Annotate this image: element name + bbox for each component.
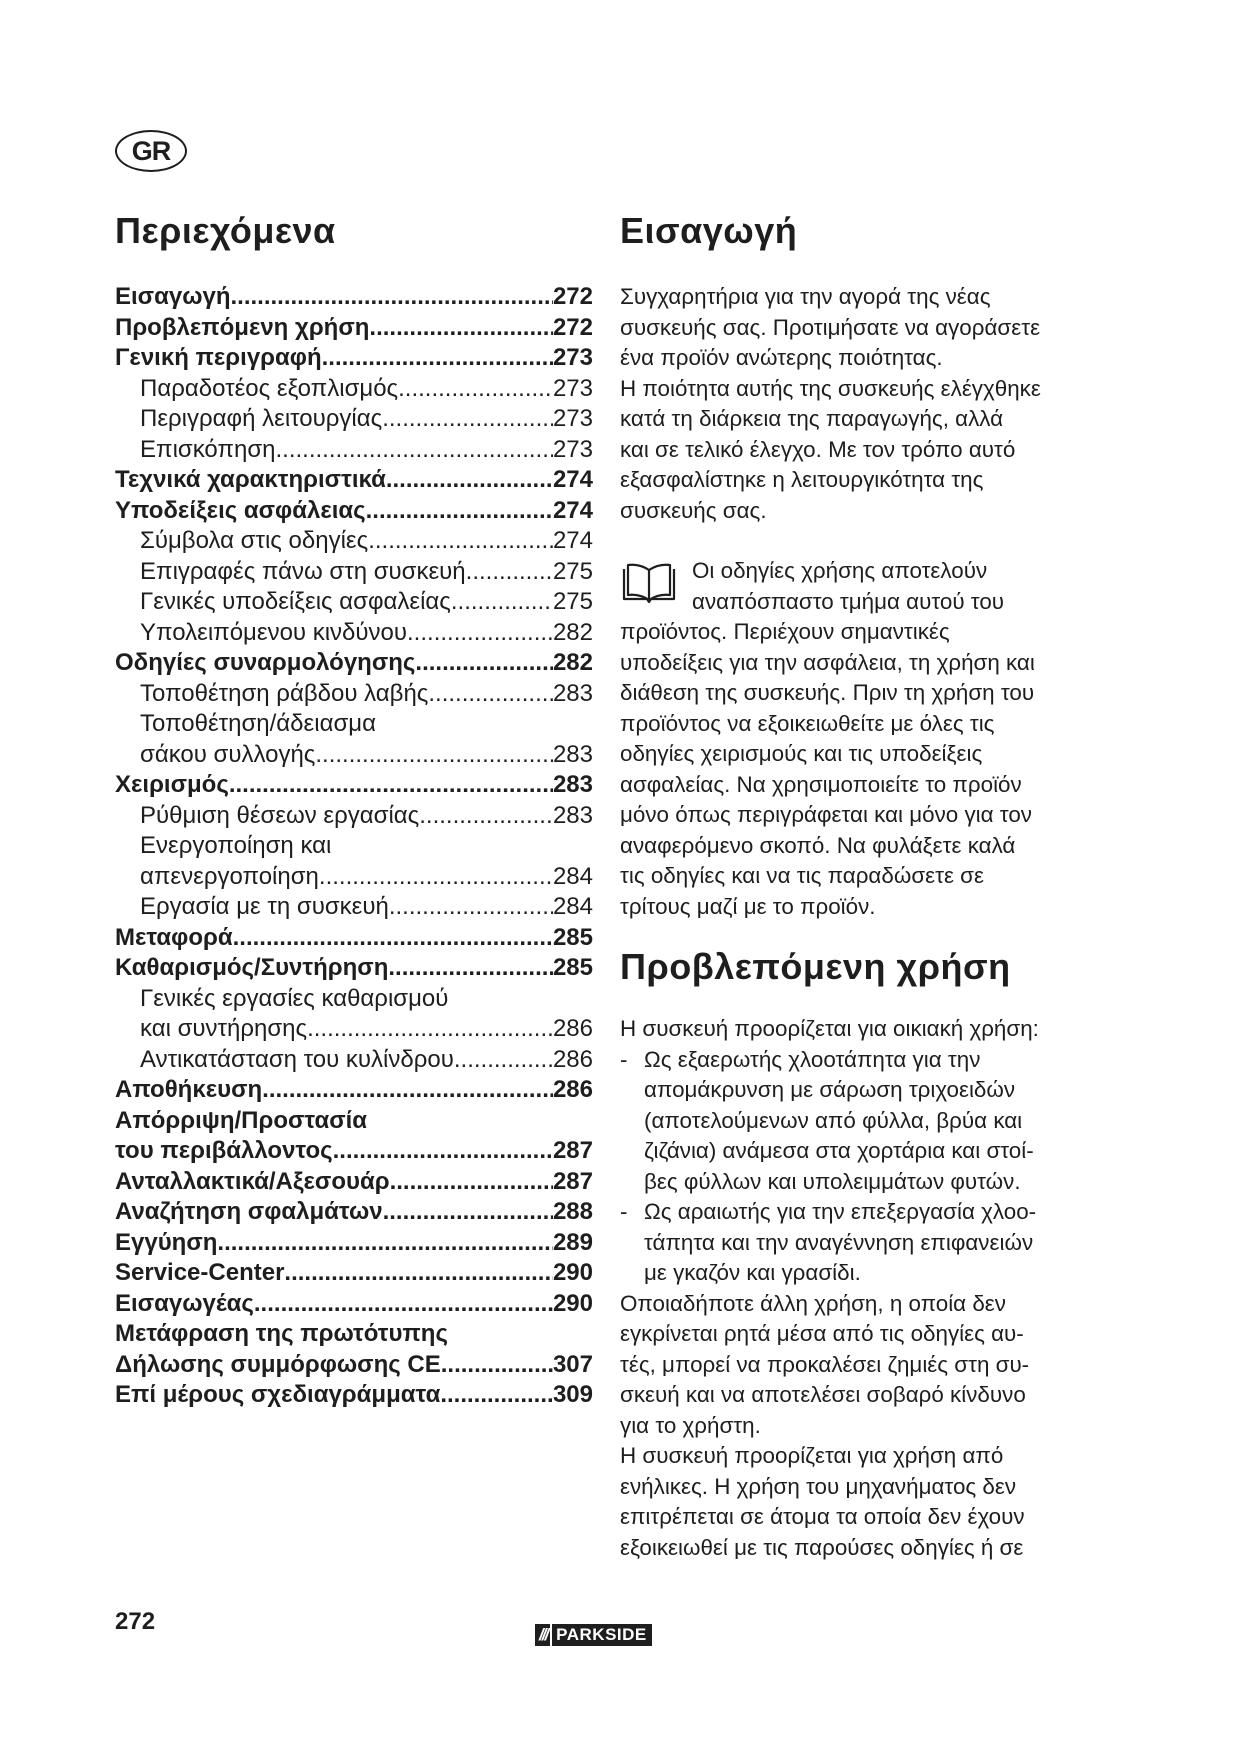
toc-entry-title: Εργασία με τη συσκευή <box>140 893 389 920</box>
intended-use-line: εγκρίνεται ρητά μέσα από τις οδηγίες αυ- <box>620 1321 1024 1346</box>
toc-entry-title: Γενικές εργασίες καθαρισμού <box>140 984 449 1012</box>
toc-entry-title: Μεταφορά <box>115 923 233 951</box>
toc-leader-dots <box>407 618 553 649</box>
toc-entry <box>115 343 593 374</box>
list-item <box>620 1045 1110 1198</box>
toc-entry-page: 283 <box>552 679 593 707</box>
toc-entry <box>115 709 593 740</box>
toc-entry <box>115 374 593 405</box>
toc-list <box>115 282 593 1411</box>
toc-leader-dots <box>217 1228 553 1259</box>
note-line: υποδείξεις για την ασφάλεια, τη χρήση και <box>620 649 1035 675</box>
toc-entry-page: 275 <box>552 557 593 585</box>
toc-entry-title: του περιβάλλοντος <box>115 1137 333 1164</box>
toc-entry-page: 284 <box>552 893 593 920</box>
toc-heading: Περιεχόμενα <box>115 210 336 251</box>
note-line: οδηγίες χειρισμούς και τις υποδείξεις <box>620 741 983 766</box>
toc-entry <box>115 1258 593 1289</box>
note-line: τις οδηγίες και να τις παραδώσετε σε <box>620 863 984 888</box>
toc-entry <box>115 1197 593 1228</box>
intended-use-line: επιτρέπεται σε άτομα τα οποία δεν έχουν <box>620 1504 1025 1529</box>
toc-entry-title: Επιγραφές πάνω στη συσκευή <box>140 557 466 585</box>
toc-entry-title: Απόρριψη/Προστασία <box>115 1106 368 1134</box>
note-line: ασφαλείας. Να χρησιμοποιείτε το προϊόν <box>620 771 1022 797</box>
toc-entry-title: Αναζήτηση σφαλμάτων <box>115 1198 383 1225</box>
toc-entry-title: Επί μέρους σχεδιαγράμματα <box>115 1381 441 1408</box>
toc-entry-title: και συντήρησης <box>140 1015 308 1042</box>
toc-entry-page: 286 <box>552 1076 593 1103</box>
toc-entry-title: απενεργοποίηση <box>140 862 319 890</box>
toc-entry-page: 283 <box>552 771 593 798</box>
toc-entry-title: Παραδοτέος εξοπλισμός <box>140 374 399 402</box>
toc-entry-page: 290 <box>552 1289 593 1317</box>
intro-text <box>620 282 1110 526</box>
toc-entry-title: Τοποθέτηση ράβδου λαβής <box>140 679 429 707</box>
toc-leader-dots <box>368 526 553 557</box>
toc-entry-title: Service-Center <box>115 1259 285 1286</box>
note-indented-text <box>620 556 1110 617</box>
toc-entry-title: Εγγύηση <box>115 1228 218 1256</box>
intended-use-line: τές, μπορεί να προκαλέσει ζημιές στη συ- <box>620 1351 1030 1377</box>
page-number: 272 <box>115 1608 156 1635</box>
toc-entry <box>115 1075 593 1106</box>
toc-entry-page: 307 <box>552 1350 593 1378</box>
toc-entry-page: 309 <box>552 1381 593 1408</box>
toc-leader-dots <box>441 1350 553 1381</box>
manual-note <box>620 556 1110 922</box>
toc-entry-title: σάκου συλλογής <box>140 740 316 768</box>
toc-entry-title: Ανταλλακτικά/Αξεσουάρ <box>115 1167 390 1195</box>
intro-line: και σε τελικό έλεγχο. Με τον τρόπο αυτό <box>620 436 1016 462</box>
toc-leader-dots <box>415 648 553 679</box>
toc-entry-page: 288 <box>552 1198 593 1225</box>
toc-leader-dots <box>388 953 553 984</box>
toc-entry-title: Οδηγίες συναρμολόγησης <box>115 649 416 676</box>
intended-use-line: για το χρήστη. <box>620 1412 761 1438</box>
intro-line: Η ποιότητα αυτής της συσκευής ελέγχθηκε <box>620 375 1041 401</box>
toc-entry <box>115 984 593 1015</box>
toc-leader-dots <box>440 1380 553 1411</box>
toc-entry-page: 284 <box>552 862 593 890</box>
toc-leader-dots <box>276 435 553 466</box>
intended-use-after-text <box>620 1289 1110 1564</box>
toc-leader-dots <box>419 801 553 832</box>
toc-entry <box>115 892 593 923</box>
toc-leader-dots <box>262 1075 553 1106</box>
toc-entry-title: Τοποθέτηση/άδειασμα <box>140 710 376 737</box>
toc-leader-dots <box>366 496 553 527</box>
toc-entry-title: Υπολειπόμενου κινδύνου <box>140 618 408 646</box>
note-line: τρίτους μαζί με το προϊόν. <box>620 893 876 919</box>
toc-entry-page: 273 <box>552 374 593 402</box>
toc-leader-dots <box>315 740 553 771</box>
toc-entry-title: Σύμβολα στις οδηγίες <box>140 527 369 554</box>
toc-entry-page: 289 <box>552 1228 593 1256</box>
intended-use-heading: Προβλεπόμενη χρήση <box>620 946 1011 987</box>
note-line: προϊόντος. Περιέχουν σημαντικές <box>620 619 950 644</box>
toc-leader-dots <box>382 404 553 435</box>
toc-entry-page: 282 <box>552 649 593 676</box>
list-item-line: Ως αραιωτής για την επεξεργασία χλοο- <box>644 1199 1037 1224</box>
toc-entry-page: 283 <box>552 740 593 768</box>
toc-entry <box>115 740 593 771</box>
intended-use-line: Οποιαδήποτε άλλη χρήση, η οποία δεν <box>620 1290 1006 1316</box>
right-column <box>620 208 1110 1563</box>
list-item-line: Ως εξαερωτής χλοοτάπητα για την <box>644 1046 981 1072</box>
intro-line: ένα προϊόν ανώτερης ποιότητας. <box>620 345 943 370</box>
toc-entry-title: Περιγραφή λειτουργίας <box>140 405 383 432</box>
intro-line: συσκευής σας. <box>620 497 767 523</box>
toc-leader-dots <box>284 1258 553 1289</box>
toc-entry <box>115 801 593 832</box>
toc-entry-title: Μετάφραση της πρωτότυπης <box>115 1320 448 1347</box>
toc-entry-title: Ρύθμιση θέσεων εργασίας <box>140 801 420 829</box>
book-icon <box>620 561 678 605</box>
toc-entry-title: Τεχνικά χαρακτηριστικά <box>115 466 386 493</box>
toc-entry <box>115 557 593 588</box>
toc-entry-page: 272 <box>552 283 593 310</box>
toc-entry-page: 285 <box>552 954 593 981</box>
toc-leader-dots <box>386 465 553 496</box>
list-item-line: με γκαζόν και γρασίδι. <box>644 1260 861 1285</box>
note-text <box>620 617 1110 922</box>
intended-use-text <box>620 1014 1110 1563</box>
intended-use-line: εξοικειωθεί με τις παρούσες οδηγίες ή σε <box>620 1534 1024 1560</box>
toc-leader-dots <box>466 557 553 588</box>
toc-entry-title: Καθαρισμός/Συντήρηση <box>115 954 389 981</box>
list-item-line: βες φύλλων και υπολειμμάτων φυτών. <box>644 1168 1021 1194</box>
toc-leader-dots <box>229 770 553 801</box>
toc-entry <box>115 1228 593 1259</box>
toc-entry <box>115 1045 593 1076</box>
toc-leader-dots <box>322 343 553 374</box>
toc-entry-title: Αποθήκευση <box>115 1076 263 1103</box>
toc-entry-title: Γενική περιγραφή <box>115 344 322 371</box>
toc-entry-page: 290 <box>552 1259 593 1286</box>
toc-entry-page: 274 <box>552 496 593 524</box>
toc-entry-page: 273 <box>552 435 593 463</box>
toc-leader-dots <box>451 587 553 618</box>
toc-entry <box>115 435 593 466</box>
toc-entry-page: 287 <box>552 1137 593 1164</box>
toc-entry-page: 275 <box>552 588 593 615</box>
note-line: μόνο όπως περιγράφεται και μόνο για τον <box>620 802 1032 827</box>
intro-heading: Εισαγωγή <box>620 210 798 251</box>
intended-use-line: Η συσκευή προορίζεται για χρήση από <box>620 1443 1004 1468</box>
toc-entry <box>115 1106 593 1137</box>
language-badge: GR <box>115 130 187 172</box>
toc-entry <box>115 526 593 557</box>
brand-name: PARKSIDE <box>550 1624 652 1646</box>
toc-entry <box>115 496 593 527</box>
toc-entry-title: Αντικατάσταση του κυλίνδρου <box>140 1045 454 1073</box>
toc-entry <box>115 1136 593 1167</box>
toc-entry-page: 273 <box>552 405 593 432</box>
toc-leader-dots <box>390 1167 553 1198</box>
toc-entry <box>115 862 593 893</box>
intended-use-line: σκευή και να αποτελέσει σοβαρό κίνδυνο <box>620 1382 1026 1407</box>
toc-entry <box>115 923 593 954</box>
toc-entry <box>115 465 593 496</box>
note-line: προϊόντος να εξοικειωθείτε με όλες τις <box>620 710 995 736</box>
toc-entry-title: Επισκόπηση <box>140 435 276 463</box>
toc-entry-page: 272 <box>552 313 593 341</box>
toc-entry-title: Εισαγωγή <box>115 283 231 310</box>
toc-entry-page: 286 <box>552 1045 593 1073</box>
toc-entry-title: Χειρισμός <box>115 771 229 798</box>
toc-entry-title: Εισαγωγέας <box>115 1289 254 1317</box>
list-item-text <box>644 1197 1036 1289</box>
toc-entry-page: 274 <box>552 466 593 493</box>
intended-use-line: ενήλικες. Η χρήση του μηχανήματος δεν <box>620 1473 1017 1499</box>
toc-entry-title: Ενεργοποίηση και <box>140 832 332 859</box>
note-line: αναφερόμενο σκοπό. Να φυλάξετε καλά <box>620 832 1016 858</box>
note-line: διάθεση της συσκευής. Πριν τη χρήση του <box>620 680 1035 705</box>
toc-leader-dots <box>307 1014 553 1045</box>
list-item-line: (αποτελούμενων από φύλλα, βρύα και <box>644 1107 1023 1133</box>
toc-entry <box>115 618 593 649</box>
note-line: αναπόσπαστο τμήμα αυτού του <box>692 588 1005 614</box>
list-dash: - <box>620 1046 628 1072</box>
toc-leader-dots <box>389 892 553 923</box>
toc-entry <box>115 831 593 862</box>
toc-leader-dots <box>333 1136 553 1167</box>
toc-leader-dots <box>233 923 553 954</box>
toc-entry <box>115 1380 593 1411</box>
toc-entry <box>115 953 593 984</box>
toc-entry <box>115 587 593 618</box>
toc-entry-title: Γενικές υποδείξεις ασφαλείας <box>140 588 451 615</box>
toc-entry <box>115 1350 593 1381</box>
toc-entry <box>115 1014 593 1045</box>
toc-entry-page: 283 <box>552 801 593 829</box>
intended-use-list <box>620 1045 1110 1289</box>
list-item <box>620 1197 1110 1289</box>
list-item-line: τάπητα και την αναγέννηση επιφανειών <box>644 1229 1034 1255</box>
toc-leader-dots <box>254 1289 553 1320</box>
toc-entry-page: 282 <box>552 618 593 646</box>
list-dash: - <box>620 1199 628 1224</box>
list-item-line: απομάκρυνση με σάρωση τριχοειδών <box>644 1077 1016 1102</box>
toc-entry <box>115 770 593 801</box>
toc-leader-dots <box>428 679 553 710</box>
intro-line: Συγχαρητήρια για την αγορά της νέας <box>620 284 991 309</box>
list-item-text <box>644 1045 1034 1198</box>
toc-entry-page: 285 <box>552 923 593 951</box>
toc-entry-page: 273 <box>552 344 593 371</box>
toc-entry-title: Προβλεπόμενη χρήση <box>115 313 370 341</box>
toc-leader-dots <box>319 862 553 893</box>
toc-entry <box>115 679 593 710</box>
toc-entry-title: Δήλωσης συμμόρφωσης CE <box>115 1350 441 1378</box>
toc-leader-dots <box>230 282 552 313</box>
brand-slashes: /// <box>535 1624 550 1646</box>
intro-line: συσκευής σας. Προτιμήσατε να αγοράσετε <box>620 314 1041 340</box>
intro-line: εξασφαλίστηκε η λειτουργικότητα της <box>620 467 984 492</box>
intended-use-lead: Η συσκευή προορίζεται για οικιακή χρήση: <box>620 1016 1039 1041</box>
toc-entry-page: 286 <box>552 1015 593 1042</box>
toc-leader-dots <box>383 1197 553 1228</box>
toc-entry-page: 287 <box>552 1167 593 1195</box>
toc-entry <box>115 1289 593 1320</box>
toc-entry <box>115 282 593 313</box>
toc-leader-dots <box>369 313 553 344</box>
toc-leader-dots <box>454 1045 553 1076</box>
note-line: Οι οδηγίες χρήσης αποτελούν <box>692 558 988 583</box>
toc-entry <box>115 1167 593 1198</box>
toc-entry-page: 274 <box>552 527 593 554</box>
toc-entry <box>115 1319 593 1350</box>
list-item-line: ζιζάνια) ανάμεσα στα χορτάρια και στοί- <box>644 1138 1034 1163</box>
table-of-contents <box>115 208 593 1411</box>
toc-entry <box>115 313 593 344</box>
toc-entry <box>115 404 593 435</box>
intro-line: κατά τη διάρκεια της παραγωγής, αλλά <box>620 406 1004 431</box>
toc-entry-title: Υποδείξεις ασφάλειας <box>115 496 366 524</box>
brand-logo <box>535 1624 652 1646</box>
toc-entry <box>115 648 593 679</box>
toc-leader-dots <box>398 374 553 405</box>
